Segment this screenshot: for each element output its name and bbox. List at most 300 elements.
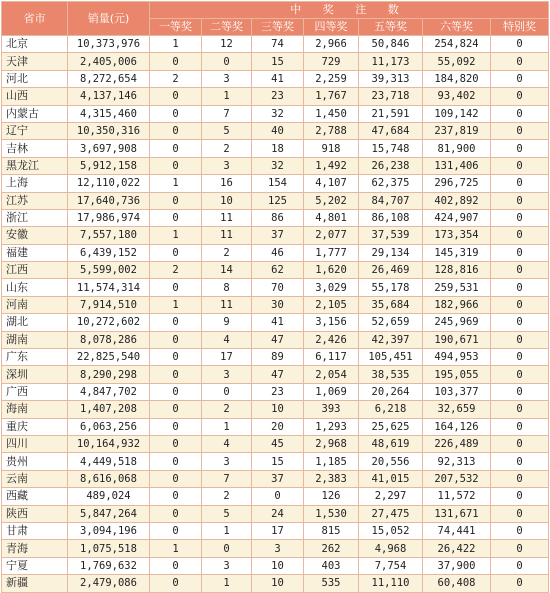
cell-sales: 8,616,068 — [68, 470, 150, 487]
cell-sales: 1,407,208 — [68, 401, 150, 418]
cell-prize-2: 2 — [202, 488, 252, 505]
cell-prize-4: 815 — [304, 522, 359, 539]
table-row — [2, 36, 549, 53]
cell-prize-5: 50,846 — [359, 36, 423, 53]
cell-sales: 8,272,654 — [68, 70, 150, 87]
cell-sales: 12,110,022 — [68, 175, 150, 192]
cell-sales: 2,479,086 — [68, 575, 150, 592]
cell-sales: 10,164,932 — [68, 435, 150, 452]
cell-prize-2: 3 — [202, 157, 252, 174]
cell-province: 深圳 — [2, 366, 68, 383]
cell-prize-4: 403 — [304, 557, 359, 574]
cell-prize-6: 182,966 — [423, 296, 491, 313]
cell-prize-3: 47 — [252, 331, 304, 348]
cell-prize-4: 4,801 — [304, 209, 359, 226]
cell-province: 宁夏 — [2, 557, 68, 574]
cell-prize-3: 70 — [252, 279, 304, 296]
cell-prize-3: 45 — [252, 435, 304, 452]
cell-prize-6: 173,354 — [423, 227, 491, 244]
cell-prize-6: 259,531 — [423, 279, 491, 296]
cell-prize-6: 37,900 — [423, 557, 491, 574]
cell-prize-5: 29,134 — [359, 244, 423, 261]
cell-prize-6: 402,892 — [423, 192, 491, 209]
table-row — [2, 488, 549, 505]
cell-prize-3: 15 — [252, 453, 304, 470]
cell-province: 北京 — [2, 36, 68, 53]
cell-prize-2: 1 — [202, 575, 252, 592]
cell-prize-4: 2,077 — [304, 227, 359, 244]
cell-prize-4: 2,968 — [304, 435, 359, 452]
cell-prize-4: 1,620 — [304, 262, 359, 279]
cell-prize-1: 0 — [150, 244, 202, 261]
cell-prize-3: 0 — [252, 488, 304, 505]
cell-prize-1: 1 — [150, 175, 202, 192]
cell-prize-2: 14 — [202, 262, 252, 279]
cell-prize-2: 2 — [202, 140, 252, 157]
cell-province: 新疆 — [2, 575, 68, 592]
cell-prize-2: 11 — [202, 227, 252, 244]
lottery-results-table — [1, 1, 549, 593]
table-row — [2, 122, 549, 139]
cell-sales: 1,075,518 — [68, 540, 150, 557]
cell-prize-6: 26,422 — [423, 540, 491, 557]
cell-prize-6: 109,142 — [423, 105, 491, 122]
table-row — [2, 453, 549, 470]
cell-prize-3: 17 — [252, 522, 304, 539]
cell-prize-3: 15 — [252, 53, 304, 70]
cell-prize-6: 164,126 — [423, 418, 491, 435]
cell-province: 甘肃 — [2, 522, 68, 539]
cell-prize-2: 3 — [202, 453, 252, 470]
cell-prize-2: 9 — [202, 314, 252, 331]
lottery-results-table-container — [1, 1, 548, 590]
cell-prize-special: 0 — [491, 244, 549, 261]
cell-prize-1: 0 — [150, 366, 202, 383]
cell-province: 河北 — [2, 70, 68, 87]
header-province: 省市 — [2, 2, 68, 36]
table-row — [2, 296, 549, 313]
table-row — [2, 279, 549, 296]
cell-prize-6: 60,408 — [423, 575, 491, 592]
cell-prize-2: 16 — [202, 175, 252, 192]
cell-prize-1: 1 — [150, 540, 202, 557]
cell-prize-4: 1,530 — [304, 505, 359, 522]
cell-prize-6: 226,489 — [423, 435, 491, 452]
table-row — [2, 88, 549, 105]
cell-sales: 10,272,602 — [68, 314, 150, 331]
cell-sales: 3,697,908 — [68, 140, 150, 157]
cell-prize-6: 207,532 — [423, 470, 491, 487]
cell-province: 安徽 — [2, 227, 68, 244]
cell-prize-5: 21,591 — [359, 105, 423, 122]
cell-sales: 5,599,002 — [68, 262, 150, 279]
cell-prize-3: 40 — [252, 122, 304, 139]
cell-province: 四川 — [2, 435, 68, 452]
cell-prize-6: 494,953 — [423, 349, 491, 366]
cell-prize-5: 15,052 — [359, 522, 423, 539]
cell-prize-special: 0 — [491, 88, 549, 105]
table-row — [2, 557, 549, 574]
cell-province: 江苏 — [2, 192, 68, 209]
cell-prize-5: 23,718 — [359, 88, 423, 105]
cell-prize-3: 41 — [252, 70, 304, 87]
cell-prize-6: 81,900 — [423, 140, 491, 157]
cell-sales: 8,078,286 — [68, 331, 150, 348]
cell-prize-special: 0 — [491, 36, 549, 53]
cell-prize-6: 296,725 — [423, 175, 491, 192]
cell-prize-4: 1,450 — [304, 105, 359, 122]
cell-prize-4: 1,492 — [304, 157, 359, 174]
cell-prize-2: 10 — [202, 192, 252, 209]
cell-prize-5: 20,264 — [359, 383, 423, 400]
cell-prize-1: 0 — [150, 157, 202, 174]
cell-prize-2: 3 — [202, 70, 252, 87]
cell-prize-special: 0 — [491, 540, 549, 557]
cell-prize-3: 30 — [252, 296, 304, 313]
cell-prize-special: 0 — [491, 366, 549, 383]
cell-prize-5: 11,173 — [359, 53, 423, 70]
cell-sales: 8,290,298 — [68, 366, 150, 383]
cell-prize-special: 0 — [491, 53, 549, 70]
cell-prize-4: 2,966 — [304, 36, 359, 53]
table-row — [2, 105, 549, 122]
cell-prize-1: 0 — [150, 140, 202, 157]
table-header — [2, 2, 549, 36]
header-prize-5: 五等奖 — [359, 19, 423, 36]
cell-prize-2: 1 — [202, 418, 252, 435]
cell-prize-1: 0 — [150, 192, 202, 209]
cell-prize-4: 2,259 — [304, 70, 359, 87]
cell-prize-2: 7 — [202, 470, 252, 487]
cell-prize-3: 41 — [252, 314, 304, 331]
cell-prize-4: 6,117 — [304, 349, 359, 366]
cell-sales: 4,315,460 — [68, 105, 150, 122]
cell-province: 海南 — [2, 401, 68, 418]
table-row — [2, 244, 549, 261]
cell-sales: 11,574,314 — [68, 279, 150, 296]
table-row — [2, 383, 549, 400]
cell-prize-5: 27,475 — [359, 505, 423, 522]
cell-prize-1: 0 — [150, 470, 202, 487]
cell-prize-2: 5 — [202, 122, 252, 139]
cell-prize-5: 86,108 — [359, 209, 423, 226]
cell-prize-1: 0 — [150, 488, 202, 505]
cell-prize-1: 0 — [150, 383, 202, 400]
cell-prize-special: 0 — [491, 435, 549, 452]
cell-prize-2: 1 — [202, 522, 252, 539]
cell-prize-special: 0 — [491, 105, 549, 122]
table-row — [2, 366, 549, 383]
cell-prize-5: 7,754 — [359, 557, 423, 574]
header-prize-group: 中 奖 注 数 — [150, 2, 549, 19]
cell-prize-3: 37 — [252, 227, 304, 244]
cell-sales: 2,405,006 — [68, 53, 150, 70]
cell-prize-2: 3 — [202, 557, 252, 574]
cell-sales: 7,914,510 — [68, 296, 150, 313]
cell-sales: 22,825,540 — [68, 349, 150, 366]
cell-province: 山东 — [2, 279, 68, 296]
cell-sales: 10,373,976 — [68, 36, 150, 53]
cell-province: 天津 — [2, 53, 68, 70]
cell-prize-special: 0 — [491, 227, 549, 244]
cell-prize-3: 89 — [252, 349, 304, 366]
cell-prize-3: 62 — [252, 262, 304, 279]
cell-sales: 489,024 — [68, 488, 150, 505]
cell-province: 西藏 — [2, 488, 68, 505]
cell-prize-3: 10 — [252, 557, 304, 574]
cell-prize-6: 55,092 — [423, 53, 491, 70]
cell-province: 福建 — [2, 244, 68, 261]
cell-prize-special: 0 — [491, 157, 549, 174]
cell-prize-2: 1 — [202, 88, 252, 105]
header-prize-special: 特别奖 — [491, 19, 549, 36]
table-row — [2, 157, 549, 174]
cell-prize-4: 535 — [304, 575, 359, 592]
cell-prize-special: 0 — [491, 349, 549, 366]
cell-prize-1: 0 — [150, 557, 202, 574]
cell-prize-3: 10 — [252, 401, 304, 418]
cell-province: 黑龙江 — [2, 157, 68, 174]
cell-prize-5: 42,397 — [359, 331, 423, 348]
cell-province: 浙江 — [2, 209, 68, 226]
cell-province: 云南 — [2, 470, 68, 487]
cell-prize-4: 3,156 — [304, 314, 359, 331]
cell-prize-special: 0 — [491, 70, 549, 87]
cell-province: 贵州 — [2, 453, 68, 470]
cell-prize-1: 1 — [150, 296, 202, 313]
cell-prize-5: 25,625 — [359, 418, 423, 435]
cell-prize-4: 1,767 — [304, 88, 359, 105]
cell-province: 江西 — [2, 262, 68, 279]
table-body — [2, 36, 549, 593]
cell-prize-5: 48,619 — [359, 435, 423, 452]
cell-prize-special: 0 — [491, 296, 549, 313]
cell-prize-special: 0 — [491, 575, 549, 592]
cell-sales: 6,439,152 — [68, 244, 150, 261]
cell-prize-2: 8 — [202, 279, 252, 296]
cell-prize-6: 131,671 — [423, 505, 491, 522]
cell-prize-special: 0 — [491, 192, 549, 209]
cell-prize-4: 1,777 — [304, 244, 359, 261]
cell-prize-4: 2,105 — [304, 296, 359, 313]
cell-prize-6: 74,441 — [423, 522, 491, 539]
cell-prize-2: 4 — [202, 435, 252, 452]
table-row — [2, 53, 549, 70]
cell-sales: 4,449,518 — [68, 453, 150, 470]
table-row — [2, 435, 549, 452]
cell-prize-6: 184,820 — [423, 70, 491, 87]
cell-prize-special: 0 — [491, 314, 549, 331]
cell-prize-6: 424,907 — [423, 209, 491, 226]
cell-prize-special: 0 — [491, 279, 549, 296]
cell-prize-4: 1,293 — [304, 418, 359, 435]
cell-province: 广西 — [2, 383, 68, 400]
cell-sales: 4,847,702 — [68, 383, 150, 400]
cell-prize-5: 41,015 — [359, 470, 423, 487]
cell-prize-4: 393 — [304, 401, 359, 418]
cell-prize-special: 0 — [491, 453, 549, 470]
cell-prize-3: 23 — [252, 88, 304, 105]
table-row — [2, 140, 549, 157]
cell-prize-5: 37,539 — [359, 227, 423, 244]
cell-province: 青海 — [2, 540, 68, 557]
cell-prize-6: 254,824 — [423, 36, 491, 53]
cell-province: 吉林 — [2, 140, 68, 157]
cell-prize-2: 12 — [202, 36, 252, 53]
cell-prize-5: 11,110 — [359, 575, 423, 592]
cell-province: 陕西 — [2, 505, 68, 522]
cell-prize-2: 0 — [202, 540, 252, 557]
cell-prize-5: 84,707 — [359, 192, 423, 209]
cell-province: 广东 — [2, 349, 68, 366]
cell-prize-special: 0 — [491, 418, 549, 435]
cell-prize-special: 0 — [491, 262, 549, 279]
cell-prize-2: 17 — [202, 349, 252, 366]
table-row — [2, 470, 549, 487]
cell-province: 湖北 — [2, 314, 68, 331]
table-row — [2, 209, 549, 226]
cell-prize-1: 0 — [150, 435, 202, 452]
cell-prize-4: 729 — [304, 53, 359, 70]
cell-sales: 5,847,264 — [68, 505, 150, 522]
cell-prize-2: 2 — [202, 401, 252, 418]
cell-province: 湖南 — [2, 331, 68, 348]
header-prize-3: 三等奖 — [252, 19, 304, 36]
cell-prize-special: 0 — [491, 470, 549, 487]
cell-prize-4: 918 — [304, 140, 359, 157]
cell-prize-3: 37 — [252, 470, 304, 487]
cell-prize-2: 0 — [202, 383, 252, 400]
cell-prize-5: 20,556 — [359, 453, 423, 470]
cell-prize-6: 237,819 — [423, 122, 491, 139]
cell-prize-1: 0 — [150, 314, 202, 331]
cell-prize-1: 0 — [150, 122, 202, 139]
cell-prize-1: 0 — [150, 401, 202, 418]
table-row — [2, 418, 549, 435]
cell-prize-3: 24 — [252, 505, 304, 522]
table-row — [2, 401, 549, 418]
header-sales: 销量(元) — [68, 2, 150, 36]
cell-prize-special: 0 — [491, 383, 549, 400]
cell-prize-1: 0 — [150, 418, 202, 435]
cell-prize-2: 4 — [202, 331, 252, 348]
cell-prize-5: 26,238 — [359, 157, 423, 174]
cell-prize-1: 0 — [150, 349, 202, 366]
cell-prize-2: 2 — [202, 244, 252, 261]
cell-prize-1: 2 — [150, 70, 202, 87]
cell-prize-6: 11,572 — [423, 488, 491, 505]
cell-prize-1: 0 — [150, 209, 202, 226]
cell-prize-3: 154 — [252, 175, 304, 192]
cell-province: 山西 — [2, 88, 68, 105]
cell-prize-special: 0 — [491, 122, 549, 139]
cell-prize-3: 18 — [252, 140, 304, 157]
cell-prize-1: 0 — [150, 453, 202, 470]
cell-prize-4: 2,054 — [304, 366, 359, 383]
cell-prize-1: 0 — [150, 53, 202, 70]
cell-prize-4: 2,383 — [304, 470, 359, 487]
cell-prize-3: 32 — [252, 105, 304, 122]
table-row — [2, 192, 549, 209]
cell-prize-6: 245,969 — [423, 314, 491, 331]
cell-sales: 5,912,158 — [68, 157, 150, 174]
table-row — [2, 262, 549, 279]
cell-province: 河南 — [2, 296, 68, 313]
cell-prize-4: 2,788 — [304, 122, 359, 139]
cell-prize-5: 52,659 — [359, 314, 423, 331]
cell-prize-3: 3 — [252, 540, 304, 557]
cell-prize-6: 190,671 — [423, 331, 491, 348]
cell-prize-special: 0 — [491, 488, 549, 505]
cell-prize-special: 0 — [491, 505, 549, 522]
cell-prize-1: 2 — [150, 262, 202, 279]
cell-prize-5: 62,375 — [359, 175, 423, 192]
header-prize-4: 四等奖 — [304, 19, 359, 36]
cell-sales: 17,986,974 — [68, 209, 150, 226]
cell-prize-1: 1 — [150, 36, 202, 53]
cell-prize-2: 7 — [202, 105, 252, 122]
cell-prize-5: 4,968 — [359, 540, 423, 557]
cell-prize-1: 0 — [150, 279, 202, 296]
cell-sales: 1,769,632 — [68, 557, 150, 574]
cell-province: 重庆 — [2, 418, 68, 435]
cell-province: 内蒙古 — [2, 105, 68, 122]
cell-prize-5: 55,178 — [359, 279, 423, 296]
cell-prize-5: 38,535 — [359, 366, 423, 383]
cell-prize-special: 0 — [491, 175, 549, 192]
cell-prize-special: 0 — [491, 401, 549, 418]
table-row — [2, 349, 549, 366]
cell-prize-4: 4,107 — [304, 175, 359, 192]
table-row — [2, 522, 549, 539]
cell-prize-3: 32 — [252, 157, 304, 174]
table-row — [2, 227, 549, 244]
cell-prize-1: 0 — [150, 331, 202, 348]
cell-prize-3: 47 — [252, 366, 304, 383]
cell-prize-1: 0 — [150, 105, 202, 122]
cell-prize-5: 2,297 — [359, 488, 423, 505]
cell-prize-5: 6,218 — [359, 401, 423, 418]
cell-prize-4: 126 — [304, 488, 359, 505]
cell-prize-6: 145,319 — [423, 244, 491, 261]
cell-prize-1: 0 — [150, 505, 202, 522]
cell-prize-special: 0 — [491, 522, 549, 539]
table-row — [2, 540, 549, 557]
cell-prize-3: 74 — [252, 36, 304, 53]
table-row — [2, 575, 549, 592]
cell-prize-3: 125 — [252, 192, 304, 209]
cell-sales: 6,063,256 — [68, 418, 150, 435]
header-prize-1: 一等奖 — [150, 19, 202, 36]
cell-prize-6: 32,659 — [423, 401, 491, 418]
cell-prize-5: 39,313 — [359, 70, 423, 87]
cell-prize-2: 5 — [202, 505, 252, 522]
cell-prize-6: 131,406 — [423, 157, 491, 174]
cell-prize-4: 3,029 — [304, 279, 359, 296]
header-prize-6: 六等奖 — [423, 19, 491, 36]
cell-prize-6: 103,377 — [423, 383, 491, 400]
cell-prize-6: 128,816 — [423, 262, 491, 279]
cell-province: 上海 — [2, 175, 68, 192]
cell-sales: 4,137,146 — [68, 88, 150, 105]
cell-prize-3: 46 — [252, 244, 304, 261]
cell-prize-special: 0 — [491, 209, 549, 226]
cell-prize-2: 11 — [202, 296, 252, 313]
table-row — [2, 175, 549, 192]
cell-prize-5: 105,451 — [359, 349, 423, 366]
cell-prize-2: 0 — [202, 53, 252, 70]
cell-prize-1: 0 — [150, 88, 202, 105]
